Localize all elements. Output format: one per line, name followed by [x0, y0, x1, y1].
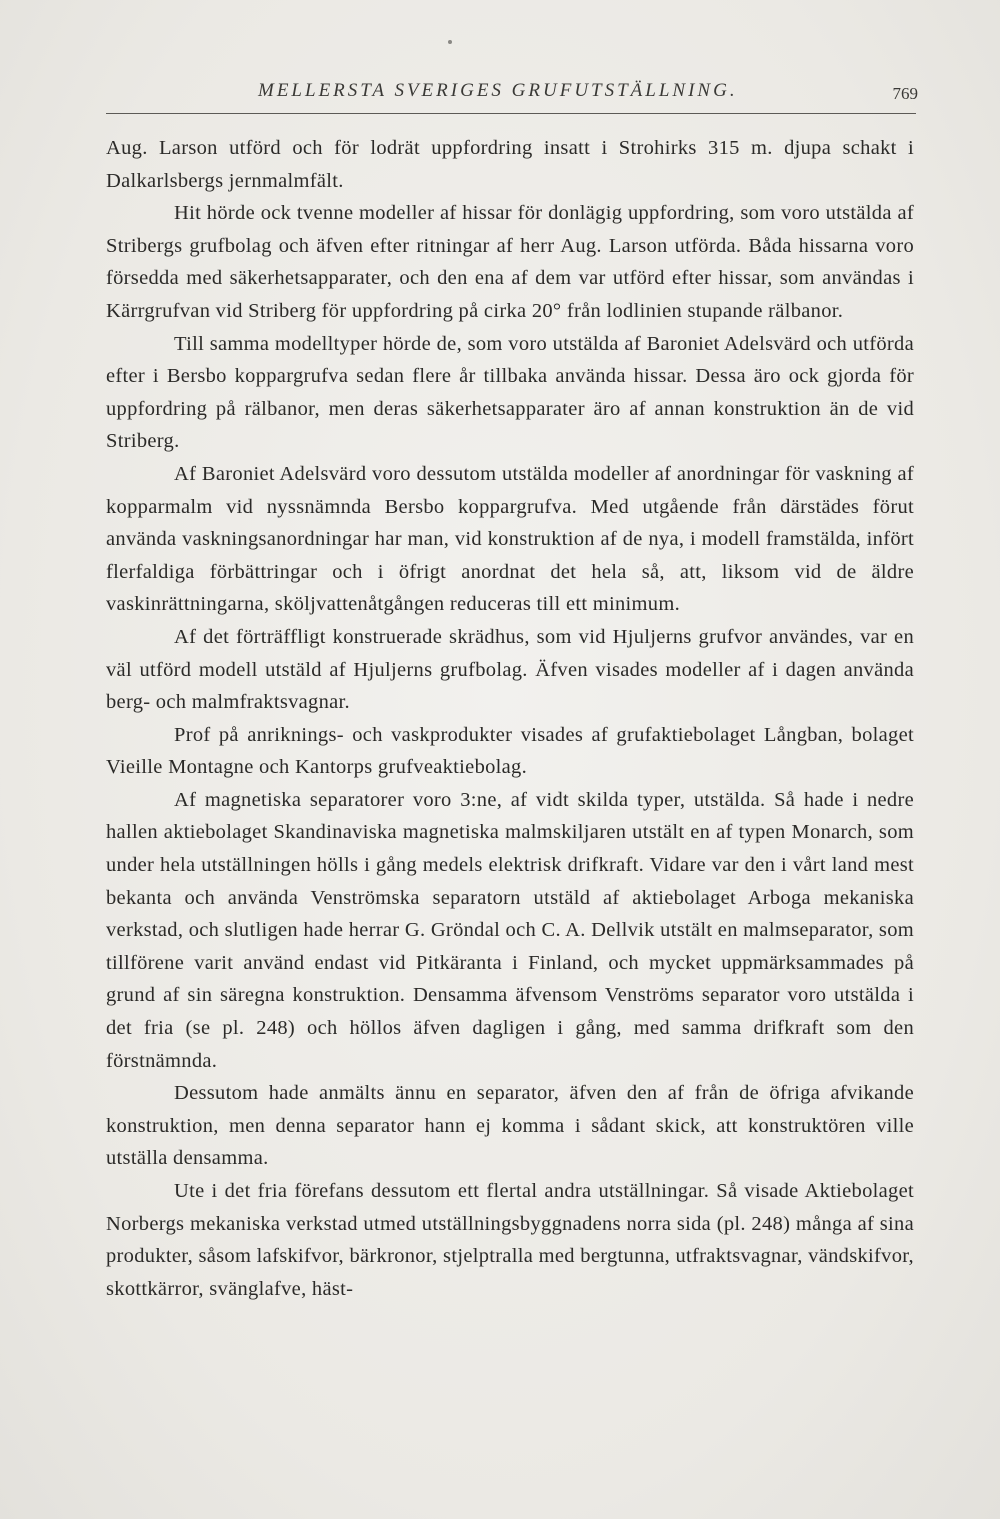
header-rule — [106, 113, 916, 114]
page-header — [106, 78, 918, 108]
paragraph: Till samma modelltyper hörde de, som voro utstälda af Baroniet Adelsvärd och utförda efter i Bersbo koppargrufva sedan flere år tillbaka använda hissar. Dessa äro ock gjorda för uppfordring på rälbanor, men deras säkerhetsapparater äro af annan konstruktion än de vid Striberg. — [106, 332, 914, 453]
paragraph: Af Baroniet Adelsvärd voro dessutom utstälda modeller af anordningar för vaskning af kopparmalm vid nyssnämnda Bersbo koppargrufva. Med utgående från därstädes förut använda vaskningsanordningar har man, vid konstruktion af de nya, i modell framstälda, infört flerfaldiga förbättringar och i öfrigt anordnat det hela så, att, liksom vid de äldre vaskinrättningarna, sköljvattenåtgången reduceras till ett minimum. — [106, 462, 914, 616]
paragraph: Dessutom hade anmälts ännu en separator, äfven den af från de öfriga afvikande konstruktion, men denna separator hann ej komma i sådant skick, att konstruktören ville utställa densamma. — [106, 1082, 914, 1170]
paragraph: Aug. Larson utförd och för lodrät uppfordring insatt i Strohirks 315 m. djupa schakt i Dalkarlsbergs jernmalmfält. — [106, 137, 914, 192]
paragraph: Prof på anriknings- och vaskprodukter visades af grufaktiebolaget Långban, bolaget Vieille Montagne och Kantorps grufveaktiebolag. — [106, 723, 914, 779]
running-head: MELLERSTA SVERIGES GRUFUTSTÄLLNING. — [258, 80, 738, 101]
page-number: 769 — [892, 84, 918, 103]
paragraph: Af det förträffligt konstruerade skrädhus, som vid Hjuljerns grufvor användes, var en väl utförd modell utstäld af Hjuljerns grufbolag. Äfven visades modeller af i dagen använda berg- och malmfraktsvagnar. — [106, 625, 914, 714]
paragraph: Hit hörde ock tvenne modeller af hissar för donlägig uppfordring, som voro utstälda af Stribergs grufbolag och äfven efter ritningar af herr Aug. Larson utförda. Båda hissarna voro försedda med säkerhetsapparater, och den ena af dem var utförd efter hissar, som användas i Kärrgrufvan vid Striberg för uppfordring på cirka 20° från lodlinien stupande rälbanor. — [106, 202, 914, 322]
paragraph: Ute i det fria förefans dessutom ett flertal andra utställningar. Så visade Aktiebolaget Norbergs mekaniska verkstad utmed utställningsbyggnadens norra sida (pl. 248) många af sina produkter, såsom lafskifvor, bärkronor, stjelptralla med bergtunna, utfraktsvagnar, vändskifvor, skottkärror, svänglafve, häst- — [106, 1180, 914, 1300]
print-speck — [448, 40, 452, 44]
paragraph: Af magnetiska separatorer voro 3:ne, af vidt skilda typer, utstälda. Så hade i nedre hallen aktiebolaget Skandinaviska magnetiska malmskiljaren utstält en af typen Monarch, som under hela utställningen hölls i gång medels elektrisk drifkraft. Vidare var den i vårt land mest bekanta och använda Venströmska separatorn utstäld af aktiebolaget Arboga mekaniska verkstad, och slutligen hade herrar G. Gröndal och C. A. Dellvik utstält en malmseparator, som tillförene varit använd endast vid Pitkäranta i Finland, och mycket uppmärksammades på grund af sin säregna konstruktion. Densamma äfvensom Venströms separator voro utstälda i det fria (se pl. 248) och höllos äfven dagligen i gång, med samma drifkraft som den förstnämnda. — [106, 788, 914, 1072]
body-text — [106, 132, 914, 1305]
